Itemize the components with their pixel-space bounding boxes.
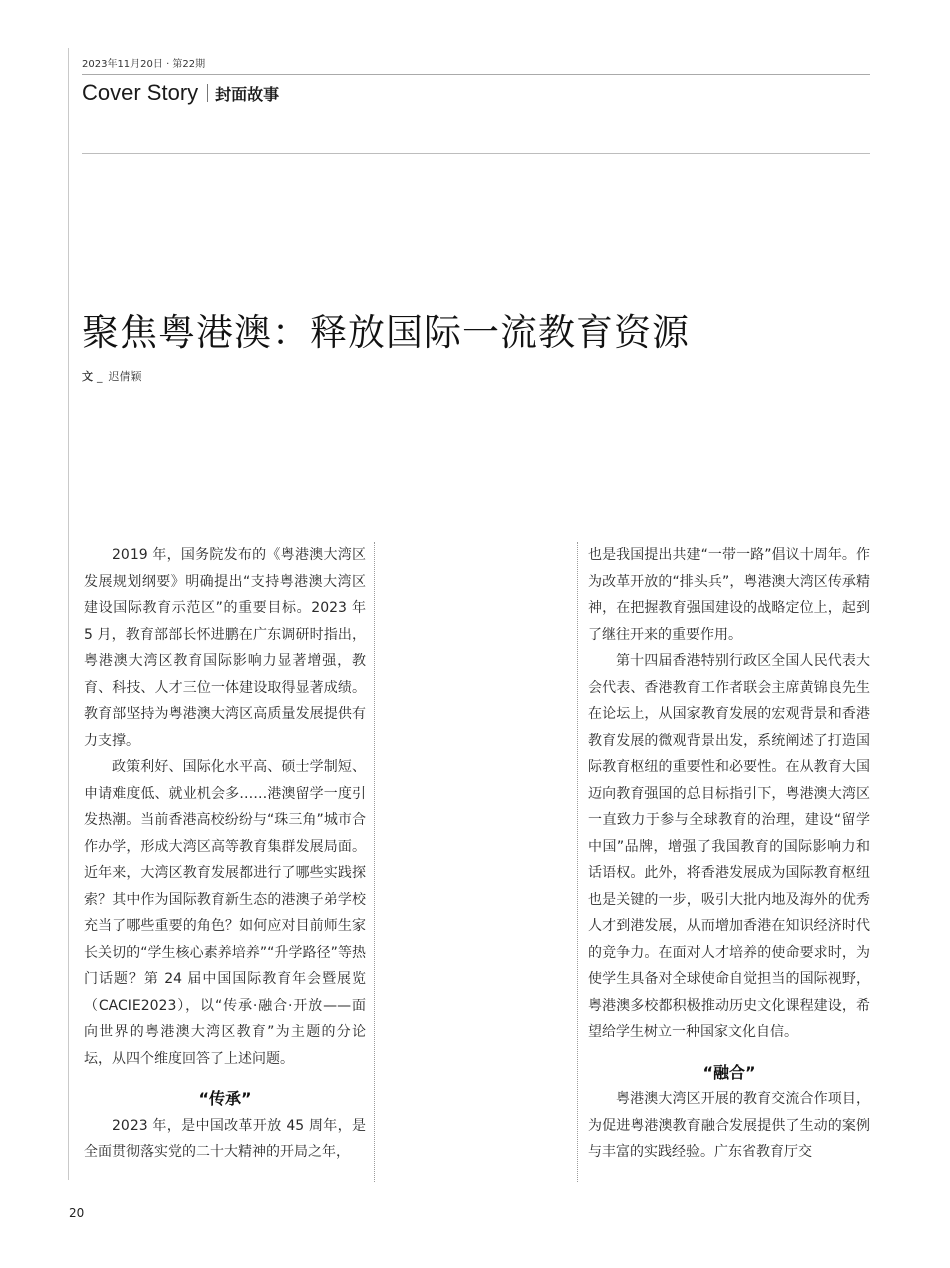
section-divider — [82, 153, 870, 154]
article-title: 聚焦粤港澳：释放国际一流教育资源 — [82, 311, 690, 354]
byline-separator: _ — [97, 370, 103, 383]
byline-author: 迟倩颖 — [108, 370, 142, 383]
article-column-right — [588, 542, 870, 1180]
paragraph: 第十四届香港特别行政区全国人民代表大会代表、香港教育工作者联会主席黄锦良先生在论坛上，从国家教育发展的宏观背景和香港教育发展的微观背景出发，系统阐述了打造国际教育枢纽的重要性和必要性。在从教育大国迈向教育强国的总目标指引下，粤港澳大湾区一直致力于参与全球教育的治理，建设“留学中国”品牌，增强了我国教育的国际影响力和话语权。此外，将香港发展成为国际教育枢纽也是关键的一步，吸引大批内地及海外的优秀人才到港发展，从而增加香港在知识经济时代的竞争力。在面对人才培养的使命要求时，为使学生具备对全球使命自觉担当的国际视野，粤港澳多校都积极推动历史文化课程建设，希望给学生树立一种国家文化自信。 — [588, 653, 870, 1040]
section-separator — [207, 84, 208, 102]
issue-date: 2023年11月20日 · 第22期 — [82, 59, 206, 70]
column-divider — [374, 542, 375, 1182]
page-margin-rule — [68, 48, 69, 1180]
page-number: 20 — [69, 1206, 85, 1220]
paragraph: 2019 年，国务院发布的《粤港澳大湾区发展规划纲要》明确提出“支持粤港澳大湾区建设国际教育示范区”的重要目标。2023 年 5 月，教育部部长怀进鹏在广东调研时指出，粤港澳大湾区教育国际影响力显著增强，教育、科技、人才三位一体建设取得显著成绩。教育部坚持为粤港澳大湾区高质量发展提供有力支撑。 — [84, 547, 366, 749]
paragraph: 也是我国提出共建“一带一路”倡议十周年。作为改革开放的“排头兵”，粤港澳大湾区传承精神，在把握教育强国建设的战略定位上，起到了继往开来的重要作用。 — [588, 547, 870, 643]
article-column-left — [84, 542, 366, 1180]
column-divider — [577, 542, 578, 1182]
byline-label: 文 — [82, 370, 93, 383]
subheading-inheritance: “传承” — [198, 1089, 252, 1108]
header-divider — [82, 74, 870, 75]
paragraph: 粤港澳大湾区开展的教育交流合作项目，为促进粤港澳教育融合发展提供了生动的案例与丰富的实践经验。广东省教育厅交 — [588, 1091, 870, 1160]
subheading-integration: “融合” — [702, 1062, 756, 1082]
byline — [82, 368, 142, 384]
section-label-english: Cover Story — [82, 80, 199, 105]
paragraph: 政策利好、国际化水平高、硕士学制短、申请难度低、就业机会多……港澳留学一度引发热潮。当前香港高校纷纷与“珠三角”城市合作办学，形成大湾区高等教育集群发展局面。近年来，大湾区教育发展都进行了哪些实践探索？其中作为国际教育新生态的港澳子弟学校充当了哪些重要的角色？如何应对目前师生家长关切的“学生核心素养培养”“升学路径”等热门话题？第 24 届中国国际教育年会暨展览（CACIE2023），以“传承·融合·开放——面向世界的粤港澳大湾区教育”为主题的分论坛，从四个维度回答了上述问题。 — [84, 759, 366, 1067]
section-label-chinese: 封面故事 — [215, 84, 280, 104]
paragraph: 2023 年，是中国改革开放 45 周年，是全面贯彻落实党的二十大精神的开局之年， — [84, 1117, 366, 1160]
section-label — [82, 79, 279, 107]
